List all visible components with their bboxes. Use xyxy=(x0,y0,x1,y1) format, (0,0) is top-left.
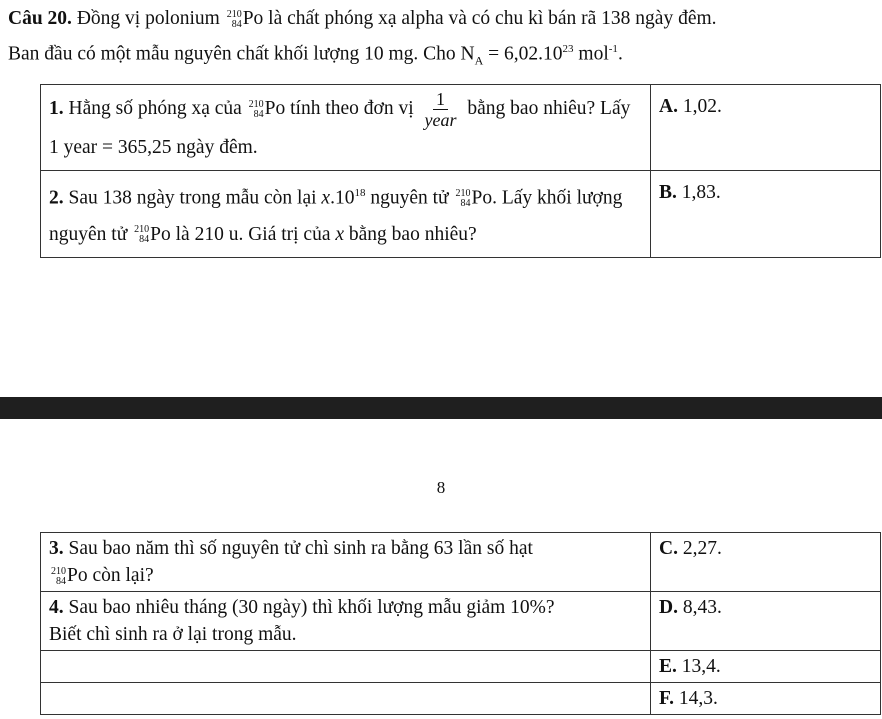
table-row xyxy=(41,592,881,651)
sub-questions-table-2 xyxy=(40,532,881,715)
table-row xyxy=(41,683,881,715)
question-number: Câu 20. xyxy=(8,8,72,29)
nuclide-notation: 210 84 xyxy=(134,224,150,246)
nuclide-notation: 210 84 xyxy=(51,565,66,587)
fraction-1-per-year: $\frac{1}{\text{year}}$ xyxy=(424,89,457,130)
option-d: D. 8,43. xyxy=(651,592,881,651)
option-c: C. 2,27. xyxy=(651,533,881,592)
question-text: Ban đầu có một mẫu nguyên chất khối lượng 10 mg. Cho N xyxy=(8,43,475,65)
option-e: E. 13,4. xyxy=(651,651,881,683)
sub-questions-table-1 xyxy=(40,84,881,258)
question-line-1 xyxy=(8,4,880,34)
option-a: A. 1,02. xyxy=(651,85,881,171)
question-header xyxy=(8,4,880,75)
empty-cell xyxy=(41,683,651,715)
empty-cell xyxy=(41,651,651,683)
nuclide-notation: 210 84 xyxy=(455,188,471,210)
option-b: B. 1,83. xyxy=(651,171,881,258)
question-text: Đồng vị polonium xyxy=(76,8,220,29)
question-text: Po là chất phóng xạ alpha và có chu kì bán rã 138 ngày đêm. xyxy=(242,8,717,29)
sub-question-1: 1. Hằng số phóng xạ của 210 84 Po tính theo đơn vị $\frac{1}{\text{year}}$ bằng bao nhiêu? Lấy 1 year = 365,25 ngày đêm. xyxy=(41,85,651,171)
table-row xyxy=(41,85,881,171)
sub-question-3: 3. Sau bao năm thì số nguyên tử chì sinh ra bằng 63 lần số hạt 210 84 Po còn lại? xyxy=(41,533,651,592)
page-divider xyxy=(0,397,882,419)
question-line-2: Ban đầu có một mẫu nguyên chất khối lượng 10 mg. Cho $N_A = 6,02.10^{23}$ mol$^{-1}$. xyxy=(8,43,623,68)
table-row xyxy=(41,651,881,683)
table-row xyxy=(41,533,881,592)
nuclide-notation: 210 84 xyxy=(248,98,264,120)
sub-question-4: 4. Sau bao nhiêu tháng (30 ngày) thì khối lượng mẫu giảm 10%? Biết chì sinh ra ở lại trong mẫu. xyxy=(41,592,651,651)
sub-question-2: 2. Sau 138 ngày trong mẫu còn lại $x.10^{18}$ nguyên tử 210 84 Po. Lấy khối lượng nguyên tử 210 84 Po là 210 u. Giá trị của x bằng bao nhiêu? xyxy=(41,171,651,258)
option-f: F. 14,3. xyxy=(651,683,881,715)
page-number: 8 xyxy=(436,478,446,497)
nuclide-notation: 210 84 xyxy=(226,8,242,30)
table-row xyxy=(41,171,881,258)
